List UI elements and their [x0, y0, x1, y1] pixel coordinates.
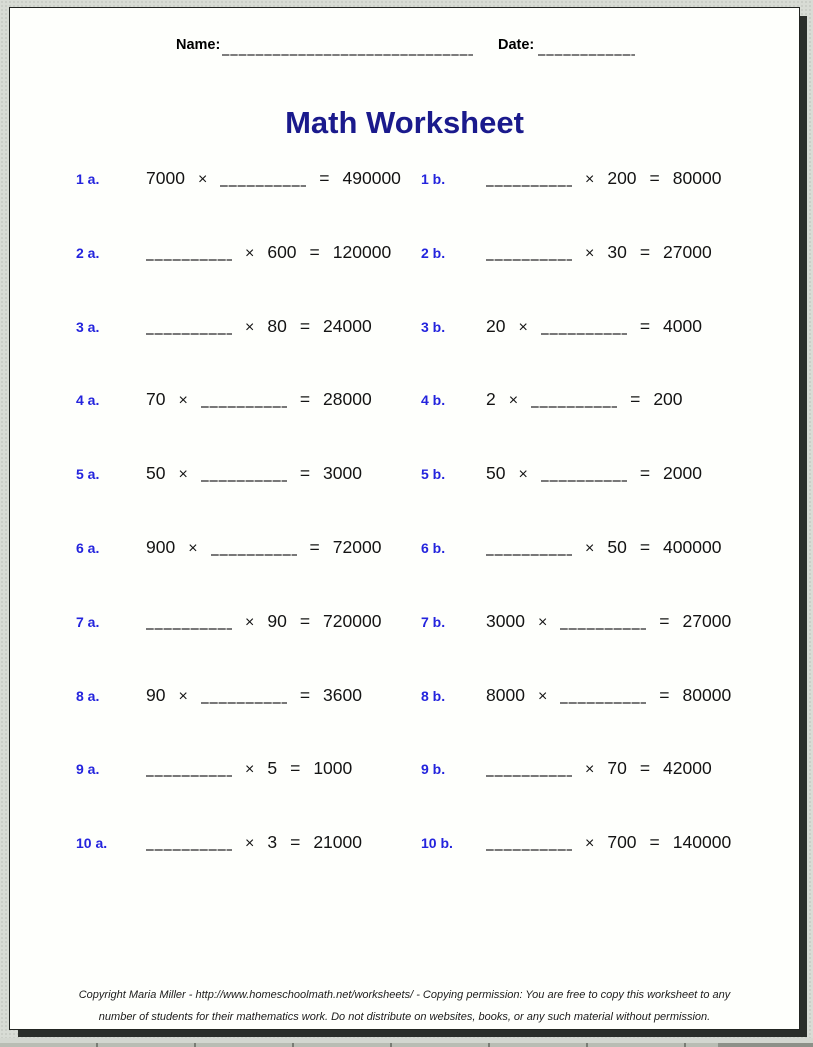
copyright-line-2: number of students for their mathematics work. Do not distribute on websites, books, or any such material without permission.: [98, 1011, 711, 1023]
times-sign-icon: ×: [518, 318, 528, 336]
times-sign-icon: ×: [585, 171, 595, 188]
equation: [486, 242, 712, 264]
product: 140000: [672, 832, 732, 853]
worksheet-page: [9, 7, 800, 1030]
problem-number: 6 b.: [421, 540, 446, 556]
product: 72000: [332, 537, 382, 557]
answer-blank: [486, 185, 572, 187]
product: 4000: [663, 315, 702, 336]
answer-blank: [560, 628, 646, 630]
answer-blank: [541, 333, 627, 335]
answer-blank: [486, 554, 572, 556]
equals-sign: =: [299, 315, 311, 336]
product: 24000: [323, 315, 372, 336]
equals-sign: =: [649, 168, 660, 188]
times-sign-icon: ×: [518, 466, 528, 484]
times-sign-icon: ×: [188, 540, 198, 557]
problem-6b: [10, 537, 799, 563]
copyright-footer: [10, 984, 799, 1028]
equals-sign: =: [299, 463, 311, 484]
product: 28000: [323, 389, 372, 410]
times-sign-icon: ×: [245, 835, 255, 853]
problem-4b: [10, 389, 799, 415]
equals-sign: =: [299, 610, 311, 631]
equation: [486, 685, 731, 707]
problem-7b: [10, 611, 799, 637]
equals-sign: =: [299, 389, 311, 410]
times-sign-icon: ×: [245, 244, 255, 262]
times-sign-icon: ×: [585, 540, 595, 557]
operand: 50: [486, 463, 506, 484]
operand: 20: [486, 315, 506, 336]
problem-number: 4 b.: [421, 392, 446, 409]
problems-grid: [10, 168, 799, 878]
times-sign-icon: ×: [245, 318, 255, 336]
answer-blank: [560, 702, 646, 704]
problem-number: 2 a.: [76, 244, 100, 261]
operand: 70: [146, 389, 166, 410]
operand: 5: [267, 758, 278, 779]
operand: 7000: [146, 168, 185, 188]
name-blank-line: [222, 54, 473, 56]
operand: 50: [607, 537, 627, 557]
problem-number: 5 b.: [421, 466, 446, 483]
equals-sign: =: [290, 832, 301, 853]
times-sign-icon: ×: [585, 244, 595, 262]
product: 80000: [672, 168, 722, 188]
times-sign-icon: ×: [585, 835, 595, 853]
date-blank-line: [538, 54, 635, 56]
product: 120000: [332, 241, 392, 262]
problem-number: 1 a.: [76, 171, 100, 187]
times-sign-icon: ×: [537, 613, 548, 631]
operand: 8000: [486, 684, 525, 705]
equals-sign: =: [639, 241, 651, 262]
answer-blank: [486, 775, 572, 777]
times-sign-icon: ×: [245, 613, 255, 631]
equation: [486, 168, 721, 190]
equals-sign: =: [639, 463, 651, 484]
product: 200: [653, 389, 683, 410]
equation: [486, 537, 721, 559]
problem-9b: [10, 758, 799, 784]
problem-number: 10 b.: [421, 835, 453, 852]
problem-number: 10 a.: [76, 835, 108, 852]
operand: 200: [607, 168, 637, 188]
product: 27000: [682, 610, 732, 631]
product: 1000: [313, 758, 353, 779]
equals-sign: =: [639, 758, 651, 779]
times-sign-icon: ×: [245, 761, 255, 779]
problem-number: 5 a.: [76, 466, 100, 483]
equals-sign: =: [290, 758, 301, 779]
times-sign-icon: ×: [508, 392, 519, 410]
operand: 3000: [486, 610, 525, 631]
answer-blank: [541, 480, 627, 482]
equals-sign: =: [309, 241, 320, 262]
problem-8b: [10, 685, 799, 711]
problem-number: 7 b.: [421, 613, 446, 630]
equals-sign: =: [319, 168, 330, 188]
times-sign-icon: ×: [585, 761, 595, 779]
answer-blank: [486, 849, 572, 851]
bottom-strip: [0, 1038, 813, 1047]
equation: [486, 389, 683, 411]
operand: 900: [146, 537, 176, 557]
equation: [486, 758, 712, 780]
operand: 2: [486, 389, 496, 410]
operand: 3: [267, 832, 278, 853]
problem-number: 8 a.: [76, 687, 100, 704]
equation: [486, 611, 731, 633]
product: 720000: [323, 610, 382, 631]
problem-1b: [10, 168, 799, 194]
operand: 600: [267, 241, 297, 262]
problem-number: 2 b.: [421, 244, 446, 261]
operand: 90: [267, 610, 287, 631]
product: 3600: [323, 684, 362, 705]
problem-number: 9 a.: [76, 761, 100, 778]
problem-10b: [10, 832, 799, 858]
worksheet-title: Math Worksheet: [285, 105, 524, 140]
product: 21000: [313, 832, 362, 853]
problem-number: 3 a.: [76, 318, 100, 335]
problem-5b: [10, 463, 799, 489]
problem-3b: [10, 316, 799, 342]
problem-number: 9 b.: [421, 761, 446, 778]
operand: 50: [146, 463, 166, 484]
times-sign-icon: ×: [537, 687, 548, 705]
product: 2000: [663, 463, 702, 484]
equation: [486, 832, 731, 854]
equals-sign: =: [630, 389, 641, 410]
operand: 70: [607, 758, 627, 779]
product: 400000: [663, 537, 722, 557]
equals-sign: =: [649, 832, 660, 853]
problem-number: 1 b.: [421, 171, 446, 187]
answer-blank: [531, 406, 617, 408]
copyright-line-1: Copyright Maria Miller - http://www.homeschoolmath.net/worksheets/ - Copying permission: You are free to copy this worksheet to any: [78, 989, 731, 1001]
problem-number: 3 b.: [421, 318, 446, 335]
times-sign-icon: ×: [178, 466, 188, 484]
problem-number: 7 a.: [76, 613, 100, 630]
operand: 700: [607, 832, 637, 853]
operand: 30: [607, 241, 627, 262]
problem-2b: [10, 242, 799, 268]
operand: 80: [267, 315, 287, 336]
product: 3000: [323, 463, 362, 484]
equation: [486, 463, 702, 485]
date-label: Date:: [498, 37, 535, 53]
answer-blank: [486, 259, 572, 261]
equals-sign: =: [639, 315, 651, 336]
equals-sign: =: [639, 537, 651, 557]
name-label: Name:: [176, 37, 221, 53]
product: 490000: [342, 168, 401, 188]
problem-number: 4 a.: [76, 392, 100, 409]
equation: [486, 316, 702, 338]
times-sign-icon: ×: [197, 171, 208, 188]
problem-number: 6 a.: [76, 540, 100, 556]
problem-number: 8 b.: [421, 687, 446, 704]
equals-sign: =: [299, 684, 311, 705]
times-sign-icon: ×: [178, 687, 188, 705]
operand: 90: [146, 684, 166, 705]
times-sign-icon: ×: [178, 392, 188, 410]
equals-sign: =: [309, 537, 320, 557]
product: 27000: [663, 241, 712, 262]
product: 42000: [663, 758, 712, 779]
equals-sign: =: [659, 684, 670, 705]
equals-sign: =: [659, 610, 670, 631]
product: 80000: [682, 684, 732, 705]
